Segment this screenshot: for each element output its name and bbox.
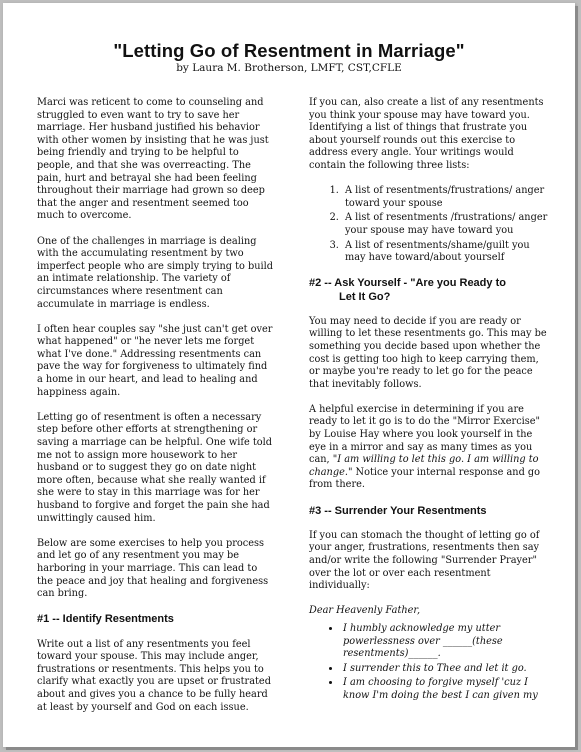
- author-byline: by Laura M. Brotherson, LMFT, CST,CFLE: [176, 62, 402, 74]
- list-item: • I surrender this to Thee and let it go.: [341, 663, 549, 676]
- list-item: 2. A list of resentments /frustrations/ anger your spouse may have toward you: [342, 212, 549, 237]
- paragraph: [309, 404, 549, 492]
- heading-line: Let It Go?: [339, 290, 391, 303]
- paragraph: Marci was reticent to come to counseling and struggled to even want to try to save her marriage. Her husband justified his behavior with other women by insisting that he was just being friendly and trying to be helpful to people, and that she was overreacting. The pain, hurt and betrayal she had been feeling throughout their marriage had grown so deep that the anger and resentment seemed too much to overcome.: [37, 97, 269, 222]
- document-page: [3, 3, 575, 747]
- list-item: • I humbly acknowledge my utter powerlessness over ______(these resentments)______.: [341, 623, 549, 661]
- paragraph: If you can stomach the thought of letting go of your anger, frustrations, resentments then say and/or write the following "Surrender Prayer" over the lot or over each resentment individually:: [309, 529, 540, 592]
- section-heading-identify: #1 -- Identify Resentments: [37, 613, 174, 626]
- paragraph: I often hear couples say "she just can't get over what happened" or "he never lets me forget what I've done." Addressing resentments can pave the way for forgiveness to ultimately find a home in our heart, and lead to healing and happiness again.: [37, 323, 273, 398]
- section-heading-surrender: #3 -- Surrender Your Resentments: [309, 504, 487, 517]
- paragraph: One of the challenges in marriage is dealing with the accumulating resentment by two imperfect people who are simply trying to build an intimate relationship. The variety of circumstances where resentment can accumulate in marriage is endless.: [37, 235, 273, 310]
- heading-line: #2 -- Ask Yourself - "Are you Ready to: [309, 277, 506, 290]
- paragraph: If you can, also create a list of any resentments you think your spouse may have toward you. Identifying a list of things that frustrate you about yourself rounds out this exercise to address every angle. Your writings would contain the following three lists:: [309, 97, 544, 171]
- right-column: [309, 97, 549, 705]
- text-run: A helpful exercise in determining if you are ready to let it go is to do the "Mirror Exercise" by Louise Hay where you look yourself in the eye in a mirror and say as many times as you can,: [309, 403, 541, 466]
- prayer-list: [309, 623, 549, 703]
- paragraph: Letting go of resentment is often a necessary step before other efforts at strengthening or saving a marriage can be helpful. One wife told me not to assign more housework to her husband or to suggest they go on date night more often, because what she really wanted if she were to stay in this marriage was for her husband to forgive and forget the pain she had unwittingly caused him.: [37, 411, 273, 524]
- left-column: [37, 97, 274, 727]
- mirror-quote: "I am willing to let this go. I am willing to change.": [309, 454, 539, 478]
- section-heading-ask-yourself: [309, 277, 549, 303]
- paragraph: Below are some exercises to help you process and let go of any resentment you may be harboring in your marriage. This can lead to the peace and joy that healing and forgiveness can bring.: [37, 537, 269, 600]
- prayer-salutation: Dear Heavenly Father,: [309, 605, 421, 617]
- list-item: 3. A list of resentments/shame/guilt you may have toward/about yourself: [342, 240, 549, 265]
- resentment-lists: [309, 185, 549, 265]
- paragraph: You may need to decide if you are ready or willing to let these resentments go. This may be something you decide based upon whether the cost is getting too high to keep carrying them, or maybe you're ready to let go for the peace that inevitably follows.: [309, 315, 547, 390]
- article-title: "Letting Go of Resentment in Marriage": [113, 40, 465, 61]
- list-item: 1. A list of resentments/frustrations/ anger toward your spouse: [342, 185, 549, 210]
- list-item: • I am choosing to forgive myself 'cuz I know I'm doing the best I can given my: [341, 677, 549, 702]
- text-run: Notice your internal response and go from there.: [309, 466, 541, 491]
- paragraph: Write out a list of any resentments you feel toward your spouse. This may include anger, frustrations or resentments. This helps you to clarify what exactly you are upset or frustrated about and gives you a chance to be fully heard at least by yourself and God on each issue.: [37, 638, 271, 713]
